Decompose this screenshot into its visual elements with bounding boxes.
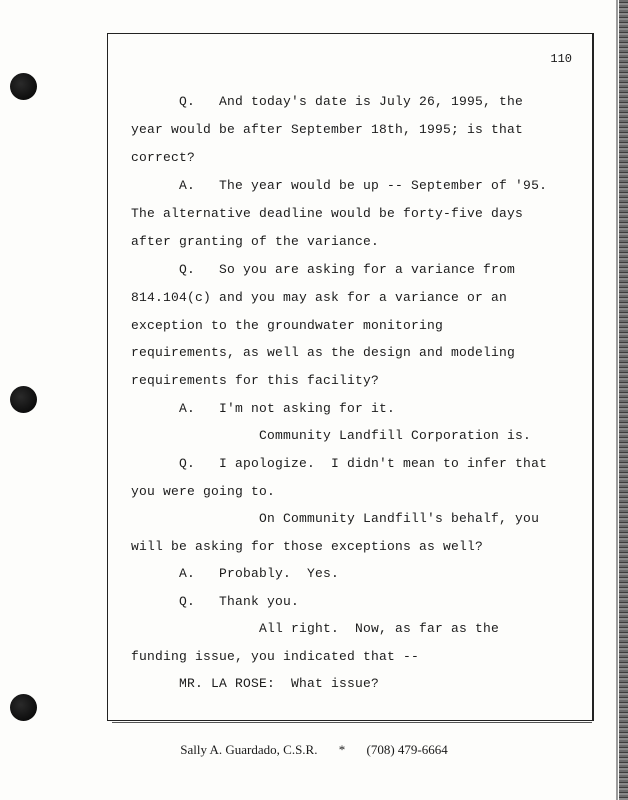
- transcript-line: exception to the groundwater monitoring: [131, 318, 444, 333]
- transcript-line: A. The year would be up -- September of '95.: [131, 178, 548, 193]
- reporter-phone: (708) 479-6664: [366, 742, 448, 757]
- transcript-line: Q. Thank you.: [131, 594, 300, 609]
- binder-hole-icon: [10, 694, 37, 721]
- transcript-line: MR. LA ROSE: What issue?: [131, 676, 380, 691]
- binder-hole-icon: [10, 386, 37, 413]
- transcript-line: after granting of the variance.: [131, 234, 380, 249]
- transcript-line: A. Probably. Yes.: [131, 566, 340, 581]
- transcript-line: All right. Now, as far as the: [131, 621, 500, 636]
- transcript-line: correct?: [131, 150, 196, 165]
- transcript-line: Community Landfill Corporation is.: [131, 428, 532, 443]
- transcript-line: Q. So you are asking for a variance from: [131, 262, 516, 277]
- transcript-line: Q. And today's date is July 26, 1995, the: [131, 94, 524, 109]
- transcript-line: requirements, as well as the design and modeling: [131, 345, 516, 360]
- footer-separator: *: [338, 742, 346, 757]
- transcript-line: 814.104(c) and you may ask for a variance or an: [131, 290, 508, 305]
- transcript-line: Q. I apologize. I didn't mean to infer that: [131, 456, 548, 471]
- transcript-line: On Community Landfill's behalf, you: [131, 511, 540, 526]
- page-edge-line: [616, 0, 618, 800]
- reporter-name: Sally A. Guardado, C.S.R.: [180, 742, 318, 757]
- transcript-line: funding issue, you indicated that --: [131, 649, 420, 664]
- transcript-line: year would be after September 18th, 1995; is that: [131, 122, 524, 137]
- transcript-line: requirements for this facility?: [131, 373, 380, 388]
- page-number: 110: [550, 52, 572, 66]
- reporter-footer: [0, 742, 628, 758]
- transcript-line: A. I'm not asking for it.: [131, 401, 396, 416]
- transcript-border-bottom: [112, 722, 592, 723]
- transcript-line: you were going to.: [131, 484, 276, 499]
- transcript-line: The alternative deadline would be forty-five days: [131, 206, 524, 221]
- transcript-line: will be asking for those exceptions as well?: [131, 539, 484, 554]
- page-edge-shadow: [619, 0, 628, 800]
- binder-hole-icon: [10, 73, 37, 100]
